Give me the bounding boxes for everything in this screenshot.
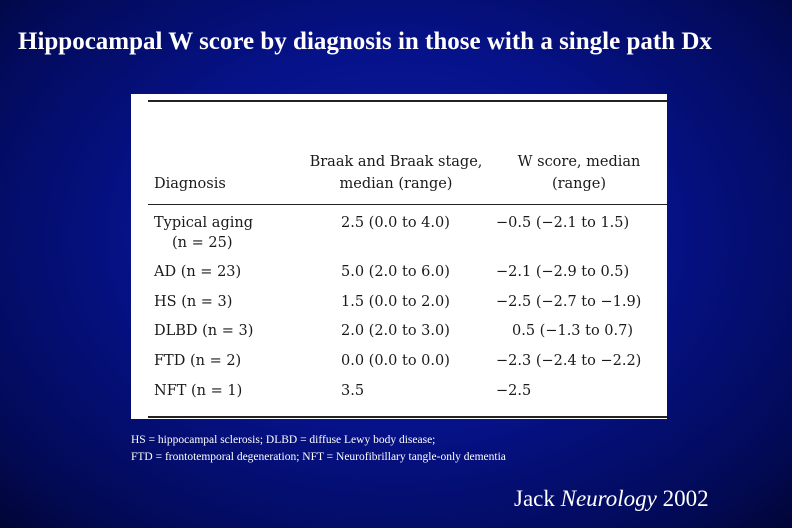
slide-title: Hippocampal W score by diagnosis in those with a single path Dx [18, 28, 712, 55]
row-hs-wscore: −2.5 (−2.7 to −1.9) [496, 294, 642, 310]
row-nft-wscore: −2.5 [496, 383, 532, 399]
header-w-score [504, 153, 654, 193]
row-ad-diagnosis: AD (n = 23) [154, 264, 242, 280]
row-nft-diagnosis: NFT (n = 1) [154, 383, 243, 399]
header-braak-stage [296, 153, 496, 193]
header-braak-line1: Braak and Braak stage, [309, 154, 483, 170]
header-wscore-line1: W score, median [517, 154, 641, 170]
row-ad-braak: 5.0 (2.0 to 6.0) [341, 264, 450, 280]
footnote-line-1: HS = hippocampal sclerosis; DLBD = diffuse Lewy body disease; [131, 434, 436, 446]
table-bottom-rule [148, 416, 667, 418]
table-top-rule [148, 100, 667, 102]
row-typical-aging-n: (n = 25) [172, 235, 233, 251]
row-nft-braak: 3.5 [341, 383, 365, 399]
header-braak-line2: median (range) [339, 176, 453, 192]
row-typical-aging-diagnosis: Typical aging [154, 215, 253, 231]
citation-year: 2002 [662, 486, 709, 511]
citation-author: Jack [514, 486, 555, 511]
row-hs-braak: 1.5 (0.0 to 2.0) [341, 294, 450, 310]
row-ftd-wscore: −2.3 (−2.4 to −2.2) [496, 353, 642, 369]
row-ftd-diagnosis: FTD (n = 2) [154, 353, 242, 369]
row-ad-wscore: −2.1 (−2.9 to 0.5) [496, 264, 630, 280]
citation [514, 484, 709, 514]
data-table [131, 94, 667, 419]
row-dlbd-braak: 2.0 (2.0 to 3.0) [341, 323, 450, 339]
header-diagnosis: Diagnosis [154, 176, 226, 192]
citation-journal: Neurology [560, 486, 657, 511]
row-hs-diagnosis: HS (n = 3) [154, 294, 233, 310]
row-ftd-braak: 0.0 (0.0 to 0.0) [341, 353, 450, 369]
header-wscore-line2: (range) [551, 176, 607, 192]
footnote-line-2: FTD = frontotemporal degeneration; NFT = Neurofibrillary tangle-only dementia [131, 451, 506, 463]
row-typical-aging-braak: 2.5 (0.0 to 4.0) [341, 215, 450, 231]
table-footnotes [131, 432, 506, 466]
table-header-rule [148, 204, 667, 205]
row-typical-aging-wscore: −0.5 (−2.1 to 1.5) [496, 215, 630, 231]
row-dlbd-wscore: 0.5 (−1.3 to 0.7) [512, 323, 634, 339]
row-dlbd-diagnosis: DLBD (n = 3) [154, 323, 254, 339]
